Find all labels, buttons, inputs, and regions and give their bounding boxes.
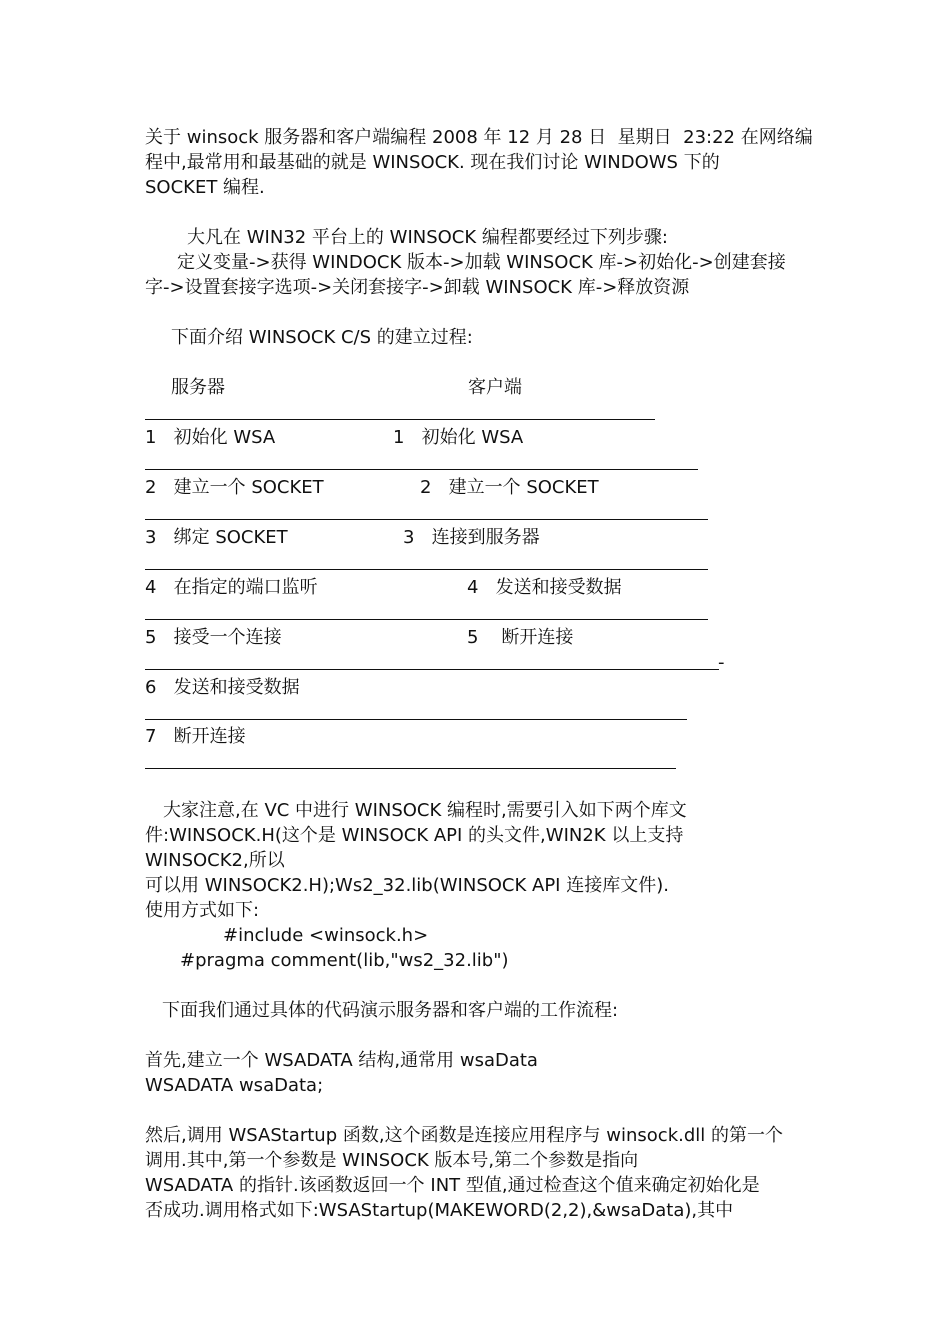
divider-rule [145, 619, 708, 620]
intro-line-1: 关于 winsock 服务器和客户端编程 2008 年 12 月 28 日 星期日 23:22 在网络编 [145, 127, 813, 148]
trailing-dash: - [718, 652, 725, 673]
client-step-3: 3 连接到服务器 [403, 527, 540, 548]
startup-line-2: 调用.其中,第一个参数是 WINSOCK 版本号,第二个参数是指向 [145, 1150, 639, 1171]
steps-intro-line-3: 字->设置套接字选项->关闭套接字->卸载 WINSOCK 库->释放资源 [145, 277, 690, 298]
startup-line-3: WSADATA 的指针.该函数返回一个 INT 型值,通过检查这个值来确定初始化是 [145, 1175, 760, 1196]
divider-rule [145, 569, 708, 570]
intro-line-3: SOCKET 编程. [145, 177, 265, 198]
client-step-1: 1 初始化 WSA [393, 427, 524, 448]
divider-rule [145, 519, 708, 520]
server-step-6: 6 发送和接受数据 [145, 677, 300, 698]
divider-rule [145, 669, 719, 670]
server-step-1: 1 初始化 WSA [145, 427, 276, 448]
client-header: 客户端 [468, 377, 522, 398]
divider-rule [145, 469, 698, 470]
notes-line-4: 可以用 WINSOCK2.H);Ws2_32.lib(WINSOCK API 连接库文件). [145, 875, 669, 896]
divider-rule [145, 419, 655, 420]
server-step-4: 4 在指定的端口监听 [145, 577, 318, 598]
intro-line-2: 程中,最常用和最基础的就是 WINSOCK. 现在我们讨论 WINDOWS 下的 [145, 152, 720, 173]
server-step-5: 5 接受一个连接 [145, 627, 282, 648]
demo-intro: 下面我们通过具体的代码演示服务器和客户端的工作流程: [162, 1000, 619, 1021]
code-pragma: #pragma comment(lib,"ws2_32.lib") [180, 950, 509, 971]
code-include: #include <winsock.h> [223, 925, 429, 946]
notes-line-2: 件:WINSOCK.H(这个是 WINSOCK API 的头文件,WIN2K 以上支持 [145, 825, 684, 846]
steps-intro-line-1: 大凡在 WIN32 平台上的 WINSOCK 编程都要经过下列步骤: [187, 227, 668, 248]
server-step-2: 2 建立一个 SOCKET [145, 477, 324, 498]
wsadata-line-1: 首先,建立一个 WSADATA 结构,通常用 wsaData [145, 1050, 538, 1071]
startup-line-4: 否成功.调用格式如下:WSAStartup(MAKEWORD(2,2),&wsaData),其中 [145, 1200, 734, 1221]
divider-rule [145, 768, 676, 769]
notes-line-5: 使用方式如下: [145, 900, 260, 921]
startup-line-1: 然后,调用 WSAStartup 函数,这个函数是连接应用程序与 winsock.dll 的第一个 [145, 1125, 783, 1146]
client-step-5: 5 断开连接 [467, 627, 574, 648]
server-header: 服务器 [171, 377, 225, 398]
client-step-2: 2 建立一个 SOCKET [420, 477, 599, 498]
steps-intro-line-2: 定义变量->获得 WINDOCK 版本->加载 WINSOCK 库->初始化->创建套接 [177, 252, 786, 273]
divider-rule [145, 719, 687, 720]
notes-line-3: WINSOCK2,所以 [145, 850, 285, 871]
wsadata-line-2: WSADATA wsaData; [145, 1075, 324, 1096]
server-step-3: 3 绑定 SOCKET [145, 527, 288, 548]
server-step-7: 7 断开连接 [145, 726, 246, 747]
cs-intro: 下面介绍 WINSOCK C/S 的建立过程: [171, 327, 473, 348]
client-step-4: 4 发送和接受数据 [467, 577, 622, 598]
notes-line-1: 大家注意,在 VC 中进行 WINSOCK 编程时,需要引入如下两个库文 [163, 800, 687, 821]
